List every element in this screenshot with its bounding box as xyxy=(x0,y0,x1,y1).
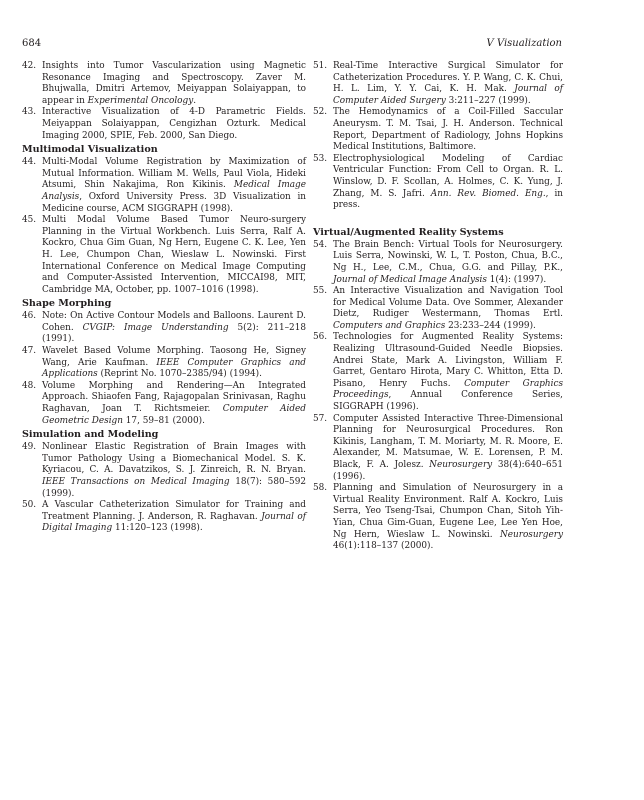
reference-entry xyxy=(313,286,563,332)
reference-text-segment: 1(4): (1997). xyxy=(486,274,547,285)
reference-text-segment: Computer Assisted Interactive Three-Dimensional Planning for Neurosurgical Procedures. Ron Kikinis, Langham, T. M. Moriarty, M. R. Moore, E. Alexander, M. Matsumae, W. E. Lorensen, P. M. Black, F. A. Jolesz. xyxy=(333,413,563,470)
reference-number: 43. xyxy=(22,107,37,118)
reference-number: 57. xyxy=(313,413,328,424)
reference-text-segment: The Brain Bench: Virtual Tools for Neurosurgery. Luis Serra, Nowinski, W. L, T. Poston, Chua, B.C., Ng H., Lee, C.M., Chua, G.G. and Pillay, P.K., xyxy=(333,239,563,273)
reference-source-title: Journal of Digital Imaging xyxy=(42,511,307,534)
reference-text xyxy=(42,61,306,107)
running-head: V Visualization xyxy=(486,38,562,49)
reference-entry xyxy=(22,107,306,142)
section-heading: Simulation and Modeling xyxy=(22,429,159,441)
reference-text xyxy=(42,442,306,500)
section-heading: Virtual/Augmented Reality Systems xyxy=(313,226,504,238)
reference-entry xyxy=(22,311,306,346)
reference-text-segment: Note: On Active Contour Models and Balloons. Laurent D. Cohen. xyxy=(42,311,306,333)
reference-entry xyxy=(22,61,306,107)
reference-entry xyxy=(22,346,306,381)
reference-entry xyxy=(313,483,563,553)
reference-text xyxy=(42,107,306,142)
reference-text-segment: , Annual Conference Series, SIGGRAPH (1996). xyxy=(333,390,563,413)
section-heading: Multimodal Visualization xyxy=(22,144,158,156)
reference-text xyxy=(333,154,563,212)
reference-text-segment: , Oxford University Press. 3D Visualization in Medicine course, ACM SIGGRAPH (1998). xyxy=(42,191,306,214)
reference-entry xyxy=(22,500,306,535)
reference-text xyxy=(333,332,563,413)
reference-number: 44. xyxy=(22,157,37,168)
reference-source-title: Medical Image Analysis xyxy=(42,180,306,202)
reference-number: 52. xyxy=(313,107,328,118)
reference-text-segment: . xyxy=(193,95,197,106)
reference-text-segment: Volume Morphing and Rendering—An Integrated Approach. Shiaofen Fang, Rajagopalan Srinivasan, Raghu Raghavan, Joan T. Richtsmeier. xyxy=(42,380,306,415)
reference-text-segment: Insights into Tumor Vascularization using Magnetic Resonance Imaging and Spectroscopy. Zaver M. Bhujwalla, Dmitri Artemov, Meiyappan Solaiyappan, to appear in xyxy=(42,61,306,106)
reference-entry xyxy=(313,240,563,286)
reference-number: 42. xyxy=(22,61,37,71)
reference-entry xyxy=(313,107,563,153)
reference-text-segment: , in press. xyxy=(333,188,563,211)
reference-text-segment: Wavelet Based Volume Morphing. Taosong He, Signey Wang, Arie Kaufman. xyxy=(42,346,306,368)
page-number: 684 xyxy=(22,38,42,49)
reference-text-segment: 38(4):640–651 (1996). xyxy=(333,460,563,482)
reference-text-segment: 17, 59–81 (2000). xyxy=(122,415,205,426)
reference-source-title: Journal of Computer Aided Surgery xyxy=(333,84,563,106)
reference-text xyxy=(333,414,563,484)
reference-text xyxy=(42,500,306,535)
reference-number: 58. xyxy=(313,483,328,494)
left-column xyxy=(22,61,306,535)
reference-source-title: Journal of Medical Image Analysis xyxy=(333,274,487,285)
right-column xyxy=(313,61,563,553)
reference-text xyxy=(333,286,563,332)
reference-number: 51. xyxy=(313,61,328,71)
reference-text-segment: Real-Time Interactive Surgical Simulator for Catheterization Procedures. Y. P. Wang, C. K. Chui, H. L. Lim, Y. Y. Cai, K. H. Mak. xyxy=(333,61,563,95)
reference-source-title: IEEE Transactions on Medical Imaging xyxy=(42,477,230,487)
reference-text xyxy=(42,381,306,427)
reference-text-segment: Interactive Visualization of 4-D Parametric Fields. Meiyappan Solaiyappan, Cengizhan Ozturk. Medical Imaging 2000, SPIE, Feb. 2000, San Diego. xyxy=(42,107,306,141)
reference-entry xyxy=(22,157,306,215)
reference-text xyxy=(333,61,563,107)
reference-text-segment: (Reprint No. 1070–2385/94) (1994). xyxy=(97,369,262,380)
reference-source-title: Neurosurgery xyxy=(499,529,563,540)
reference-entry xyxy=(22,215,306,296)
reference-source-title: Computers and Graphics xyxy=(333,320,446,331)
reference-text-segment: 11:120–123 (1998). xyxy=(112,523,203,534)
reference-text xyxy=(42,311,306,346)
reference-source-title: IEEE Computer Graphics and Applications xyxy=(42,357,306,380)
reference-source-title: Neurosurgery xyxy=(429,460,493,470)
reference-text-segment: Technologies for Augmented Reality Systems: Realizing Ultrasound-Guided Needle Biopsies. Andrei State, Mark A. Livingston, William F. Garret, Gentaro Hirota, Mary C. Whitton, Etta D. Pisano, Henry Fuchs. xyxy=(333,332,563,389)
reference-number: 56. xyxy=(313,332,328,343)
reference-text-segment: Multi Modal Volume Based Tumor Neuro-surgery Planning in the Virtual Workbench. Luis Serra, Ralf A. Kockro, Chua Gim Guan, Ng Hern, Eugene C. K. Lee, Yen H. Lee, Chumpon Chan, Wieslaw L. Nowinski. First International Conference on Medical Image Computing and Computer-Assisted Intervention, MICCAI98, MIT, Cambridge MA, October, pp. 1007–1016 (1998). xyxy=(42,215,306,295)
reference-text xyxy=(42,215,306,296)
reference-entry xyxy=(313,154,563,212)
reference-entry xyxy=(22,442,306,500)
reference-source-title: Ann. Rev. Biomed. Eng. xyxy=(430,188,546,199)
reference-text-segment: 46(1):118–137 (2000). xyxy=(333,541,434,552)
reference-entry xyxy=(313,414,563,484)
reference-number: 49. xyxy=(22,442,37,453)
reference-text-segment: Planning and Simulation of Neurosurgery in a Virtual Reality Environment. Ralf A. Kockro, Luis Serra, Yeo Tseng-Tsai, Chumpon Chan, Sitoh Yih-Yian, Chua Gim-Guan, Eugene Lee, Lee Yen Hoe, Ng Hern, Wieslaw L. Nowinski. xyxy=(333,483,563,540)
reference-number: 45. xyxy=(22,215,37,226)
reference-source-title: Computer Aided Geometric Design xyxy=(42,404,306,426)
section-heading: Shape Morphing xyxy=(22,298,112,310)
reference-text-segment: The Hemodynamics of a Coil-Filled Saccular Aneurysm. T. M. Tsai, J. H. Anderson. Technical Report, Department of Radiology, Johns Hopkins Medical Institutions, Baltimore. xyxy=(333,107,563,153)
reference-entry xyxy=(313,332,563,413)
reference-number: 46. xyxy=(22,311,37,322)
reference-text xyxy=(42,157,306,215)
reference-number: 55. xyxy=(313,286,328,297)
reference-text-segment: A Vascular Catheterization Simulator for Training and Treatment Planning. J. Anderson, R. Raghavan. xyxy=(42,500,306,522)
reference-text-segment: Multi-Modal Volume Registration by Maximization of Mutual Information. William M. Wells, Paul Viola, Hideki Atsumi, Shin Nakajima, Ron Kikinis. xyxy=(42,157,306,191)
reference-entry xyxy=(22,381,306,427)
reference-number: 47. xyxy=(22,346,37,357)
reference-source-title: Computer Graphics Proceedings xyxy=(333,378,563,401)
reference-number: 48. xyxy=(22,380,37,391)
reference-number: 53. xyxy=(313,153,328,164)
reference-text-segment: Nonlinear Elastic Registration of Brain Images with Tumor Pathology Using a Biomechanical Model. S. K. Kyriacou, C. A. Davatzikos, S. J. Zinreich, R. N. Bryan. xyxy=(42,442,306,476)
reference-text-segment: 18(7): 580–592 (1999). xyxy=(42,477,306,499)
reference-text-segment: An Interactive Visualization and Navigation Tool for Medical Volume Data. Ove Sommer, Alexander Dietz, Rudiger Westermann, Thomas Ertl. xyxy=(333,286,563,320)
reference-text xyxy=(333,107,563,153)
reference-text xyxy=(42,346,306,381)
reference-source-title: CVGIP: Image Understanding xyxy=(82,322,229,333)
reference-number: 54. xyxy=(313,239,328,250)
reference-text-segment: 23:233–244 (1999). xyxy=(445,320,536,331)
reference-source-title: Experimental Oncology xyxy=(87,95,194,106)
reference-text-segment: 5(2): 211–218 (1991). xyxy=(42,322,306,345)
reference-text-segment: 3:211–227 (1999). xyxy=(445,95,531,106)
reference-text-segment: Electrophysiological Modeling of Cardiac Ventricular Function: From Cell to Organ. R. L. Winslow, D. F. Scollan, A. Holmes, C. K. Yung, J. Zhang, M. S. Jafri. xyxy=(333,153,563,199)
reference-entry xyxy=(313,61,563,107)
reference-text xyxy=(333,483,563,553)
reference-number: 50. xyxy=(22,500,37,511)
reference-text xyxy=(333,240,563,286)
